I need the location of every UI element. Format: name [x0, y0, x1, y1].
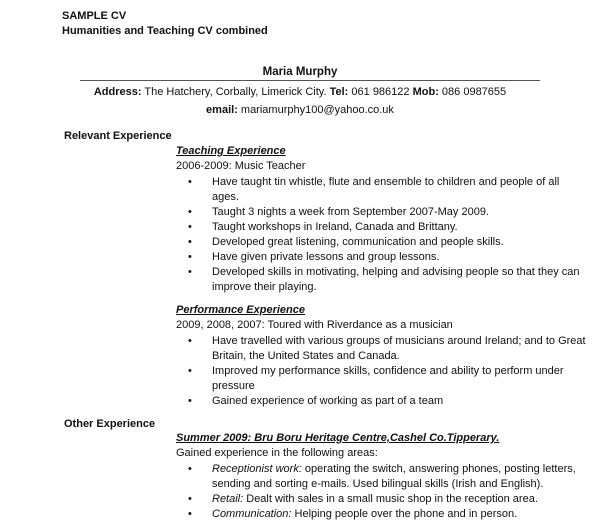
- email-value[interactable]: mariamurphy100@yahoo.co.uk: [240, 104, 394, 116]
- bullet-icon: •: [188, 335, 192, 347]
- teaching-role: 2006-2009: Music Teacher: [176, 160, 306, 172]
- tel-label: Tel:: [329, 86, 349, 98]
- bullet-icon: •: [188, 395, 192, 407]
- bullet-text: Have travelled with various groups of musicians around Ireland; and to Great Britain, the United States and Canada.: [212, 335, 586, 362]
- bullet-label: Communication:: [212, 508, 292, 520]
- bullet-text: Gained experience of working as part of a team: [212, 395, 444, 407]
- bullet-icon: •: [188, 266, 192, 278]
- list-item: [186, 364, 586, 394]
- bullet-icon: •: [188, 493, 192, 505]
- bullet-text: Taught workshops in Ireland, Canada and Brittany.: [212, 221, 458, 233]
- bullet-text: Helping people over the phone and in person.: [291, 508, 518, 520]
- teaching-bullets: [186, 175, 586, 295]
- document-title: SAMPLE CV: [62, 10, 127, 22]
- performance-role: 2009, 2008, 2007: Toured with Riverdance as a musician: [176, 319, 453, 331]
- bullet-text: Improved my performance skills, confidence and ability to perform under pressure: [212, 365, 564, 392]
- performance-bullets: [186, 334, 586, 409]
- email-line: [0, 104, 600, 116]
- bullet-text: operating the switch, answering phones, posting letters, sending and sorting e-mails. Used bilingual skills (Irish and English).: [212, 463, 576, 490]
- header-divider: [80, 80, 540, 81]
- bullet-icon: •: [188, 176, 192, 188]
- address-line: [0, 86, 600, 98]
- bullet-text: Developed skills in motivating, helping and advising people so that they can improve their playing.: [212, 266, 580, 293]
- bullet-icon: •: [188, 251, 192, 263]
- list-item: [186, 507, 586, 522]
- bullet-text: Developed great listening, communication and people skills.: [212, 236, 504, 248]
- bullet-text: Taught 3 nights a week from September 2007-May 2009.: [212, 206, 489, 218]
- list-item: [186, 334, 586, 364]
- bullet-text: Dealt with sales in a small music shop in the reception area.: [243, 493, 538, 505]
- bullet-icon: •: [188, 365, 192, 377]
- performance-experience-heading: Performance Experience: [176, 304, 306, 316]
- summer-intro: Gained experience in the following areas:: [176, 447, 378, 459]
- bullet-text: Have given private lessons and group lessons.: [212, 251, 440, 263]
- bullet-icon: •: [188, 206, 192, 218]
- bullet-label: Retail:: [212, 493, 244, 505]
- list-item: [186, 220, 586, 235]
- mob-label: Mob:: [412, 86, 439, 98]
- bullet-icon: •: [188, 236, 192, 248]
- bullet-label: Receptionist work:: [212, 463, 302, 475]
- list-item: [186, 205, 586, 220]
- bullet-icon: •: [188, 221, 192, 233]
- other-bullets: [186, 462, 586, 522]
- list-item: [186, 175, 586, 205]
- person-name: Maria Murphy: [262, 66, 338, 78]
- list-item: [186, 235, 586, 250]
- email-label: email:: [206, 104, 238, 116]
- bullet-icon: •: [188, 463, 192, 475]
- summer-job-heading: Summer 2009: Bru Boru Heritage Centre,Cashel Co.Tipperary.: [176, 432, 500, 444]
- bullet-text: Have taught tin whistle, flute and ensemble to children and people of all ages.: [212, 176, 560, 203]
- list-item: [186, 250, 586, 265]
- document-subtitle: Humanities and Teaching CV combined: [62, 25, 268, 37]
- bullet-icon: •: [188, 508, 192, 520]
- mob-value: 086 0987655: [441, 86, 507, 98]
- list-item: [186, 492, 586, 507]
- address-value: The Hatchery, Corbally, Limerick City.: [144, 86, 327, 98]
- tel-value: 061 986122: [351, 86, 410, 98]
- address-label: Address:: [93, 86, 142, 98]
- section-heading-relevant: Relevant Experience: [64, 130, 172, 142]
- teaching-experience-heading: Teaching Experience: [176, 145, 286, 157]
- section-heading-other: Other Experience: [64, 418, 156, 430]
- list-item: [186, 462, 586, 492]
- list-item: [186, 265, 586, 295]
- list-item: [186, 394, 586, 409]
